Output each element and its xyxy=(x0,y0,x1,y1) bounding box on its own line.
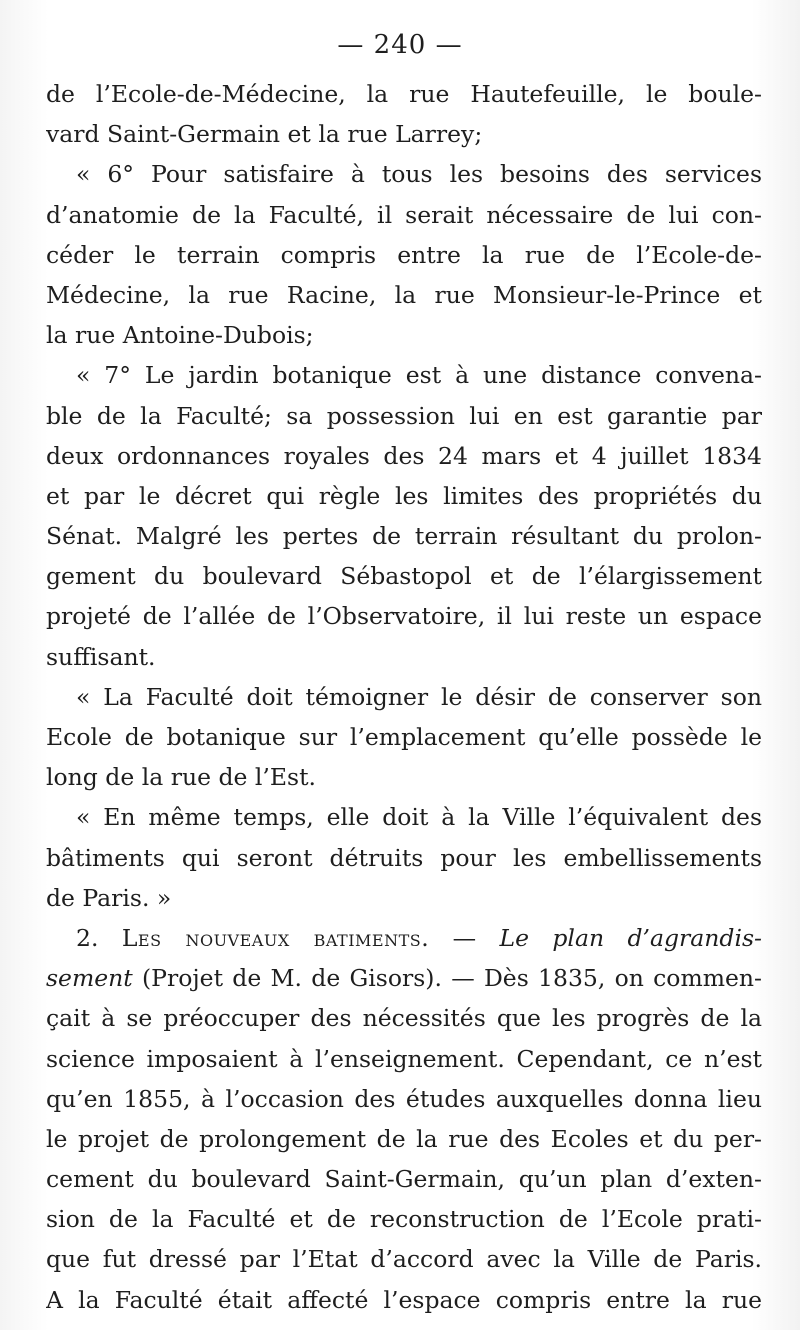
text-line: Médecine, la rue Racine, la rue Monsieur-le-Prince et xyxy=(46,280,762,309)
text-line xyxy=(46,958,762,998)
section-italic-title-end: sement xyxy=(46,964,133,993)
text-line: de Paris. » xyxy=(46,883,172,912)
text-line: gement du boulevard Sébastopol et de l’élargissement xyxy=(46,562,762,591)
text-line: Ecole de botanique sur l’emplacement qu’elle possède le xyxy=(46,723,762,751)
text-line: çait à se préoccuper des nécessités que les progrès de la xyxy=(46,1004,762,1033)
page-number: — 240 — xyxy=(337,30,463,60)
text-line: suffisant. xyxy=(46,642,156,671)
text-line: science imposaient à l’enseignement. Cependant, ce n’est xyxy=(46,1044,762,1073)
text-line: « La Faculté doit témoigner le désir de conserver son xyxy=(76,682,762,711)
section-line-rest: (Projet de M. de Gisors). — Dès 1835, on commen- xyxy=(132,964,762,993)
text-line: ble de la Faculté; sa possession lui en est garantie par xyxy=(46,401,762,430)
section-italic-title: Le plan d’agrandis- xyxy=(499,923,762,952)
text-line: bâtiments qui seront détruits pour les embellissements xyxy=(46,843,762,872)
text-line: « 6° Pour satisfaire à tous les besoins des services xyxy=(76,160,762,189)
text-line: la rue Antoine-Dubois; xyxy=(46,321,314,350)
text-line: projeté de l’allée de l’Observatoire, il lui reste un espace xyxy=(46,602,762,631)
text-line: A la Faculté était affecté l’espace compris entre la rue xyxy=(46,1285,762,1314)
section-dash: — xyxy=(429,923,500,952)
text-line: cement du boulevard Saint-Germain, qu’un plan d’exten- xyxy=(46,1165,762,1194)
text-line: de l’Ecole-de-Médecine, la rue Hautefeuille, le boule- xyxy=(46,80,762,108)
text-line: Sénat. Malgré les pertes de terrain résultant du prolon- xyxy=(46,522,762,551)
text-line: d’anatomie de la Faculté, il serait nécessaire de lui con- xyxy=(46,200,762,229)
text-line: long de la rue de l’Est. xyxy=(46,763,317,792)
text-line: que fut dressé par l’Etat d’accord avec la Ville de Paris. xyxy=(46,1245,762,1274)
text-line: « 7° Le jardin botanique est à une distance convena- xyxy=(76,361,762,390)
body-text xyxy=(46,74,762,1320)
text-line: céder le terrain compris entre la rue de l’Ecole-de- xyxy=(46,240,762,269)
section-heading: Les nouveaux batiments. xyxy=(121,923,430,952)
text-line: et par le décret qui règle les limites des propriétés du xyxy=(46,481,762,510)
text-line: sion de la Faculté et de reconstruction de l’Ecole prati- xyxy=(46,1205,762,1234)
text-line: « En même temps, elle doit à la Ville l’équivalent des xyxy=(76,803,762,832)
section-heading-line xyxy=(46,918,762,958)
text-line: le projet de prolongement de la rue des Ecoles et du per- xyxy=(46,1124,762,1153)
section-number: 2. xyxy=(76,923,99,952)
text-line: vard Saint-Germain et la rue Larrey; xyxy=(46,120,483,149)
text-line: deux ordonnances royales des 24 mars et 4 juillet 1834 xyxy=(46,441,762,470)
text-line: qu’en 1855, à l’occasion des études auxquelles donna lieu xyxy=(46,1084,762,1113)
